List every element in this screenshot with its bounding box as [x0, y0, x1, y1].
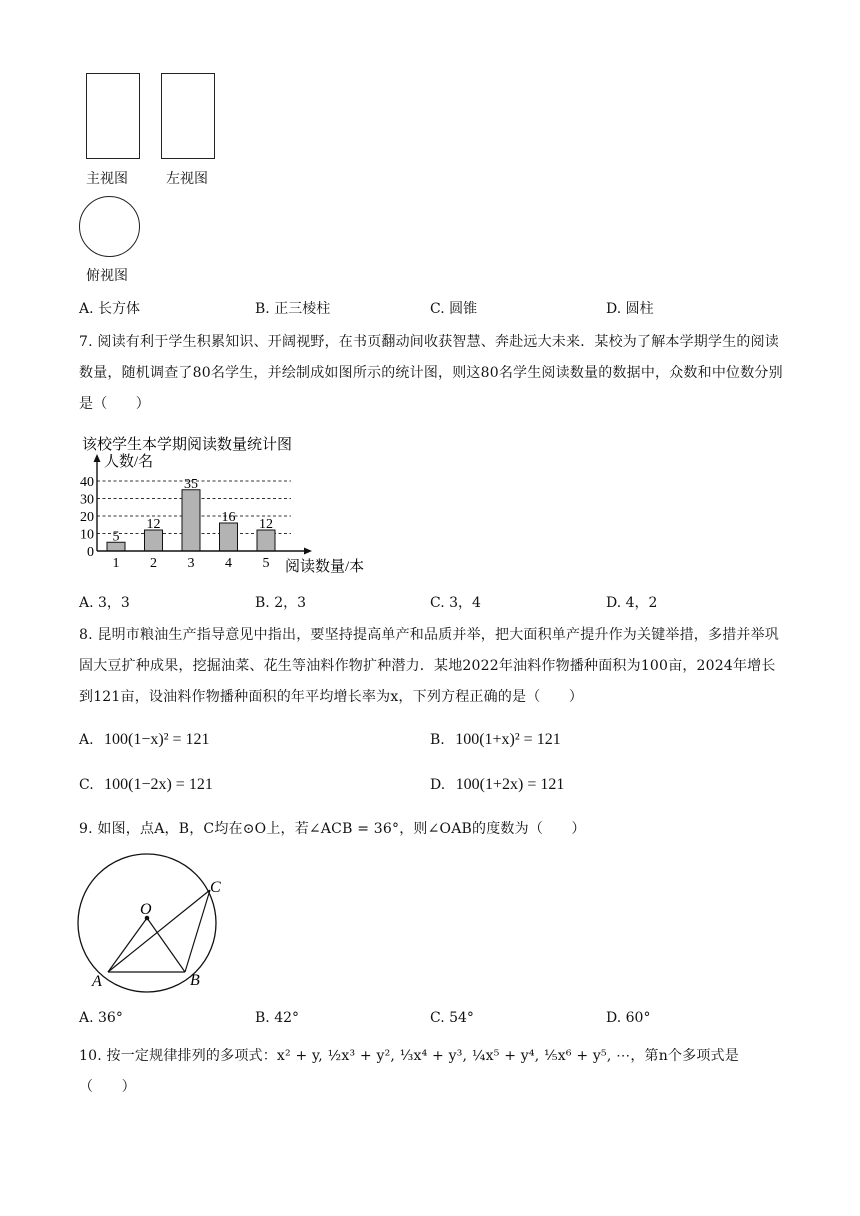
label-o: O	[140, 901, 152, 918]
x-tick-label: 3	[187, 556, 195, 571]
front-view-rect	[86, 73, 140, 159]
y-axis-label: 人数/名	[104, 454, 154, 470]
x-axis-arrow	[304, 548, 312, 555]
q6-option-d[interactable]: D. 圆柱	[606, 301, 654, 317]
q8-option-d[interactable]	[430, 776, 564, 794]
q8-option-c-equation: 100(1−2x) = 121	[104, 776, 213, 793]
bar-value-label: 5	[112, 529, 120, 545]
bar-value-label: 12	[259, 517, 273, 532]
bar-value-label: 35	[184, 476, 198, 492]
bar-2	[145, 530, 163, 551]
bar-value-label: 16	[221, 510, 236, 525]
q6-option-a[interactable]: A. 长方体	[79, 301, 141, 317]
y-tick-label: 40	[80, 475, 94, 490]
left-view-rect	[161, 73, 215, 159]
q9-text: 9. 如图，点A，B，C均在⊙O上，若∠ACB = 36°，则∠OAB的度数为（ ）	[79, 821, 586, 837]
q6-option-b[interactable]: B. 正三棱柱	[255, 301, 331, 317]
x-tick-label: 1	[112, 556, 120, 571]
y-ticks	[80, 475, 94, 560]
y-tick-label: 30	[80, 492, 94, 508]
chart-title: 该校学生本学期阅读数量统计图	[82, 437, 293, 453]
top-view-circle	[79, 196, 140, 257]
circle-diagram	[72, 848, 232, 994]
x-tick-label: 5	[262, 556, 270, 571]
bar-value-label: 12	[146, 517, 161, 532]
q9-option-c[interactable]: C. 54°	[430, 1010, 474, 1026]
label-c: C	[210, 879, 221, 896]
top-view-label: 俯视图	[86, 268, 128, 284]
q10-text: 10. 按一定规律排列的多项式：x² + y, ½x³ + y², ⅓x⁴ + y³, ¼x⁵ + y⁴, ⅕x⁶ + y⁵, ⋯，第n个多项式是（ ）	[79, 1048, 739, 1095]
q7-option-b[interactable]: B. 2，3	[255, 595, 307, 611]
y-tick-label: 0	[87, 545, 94, 560]
q8-option-b[interactable]	[430, 731, 561, 749]
q8-text: 8. 昆明市粮油生产指导意见中指出，要坚持提高单产和品质并举，把大面积单产提升作为关键举措，多措并举巩固大豆扩种成果，挖掘油菜、花生等油料作物扩种潜力．某地2022年油料作物播种面积为100亩，2024年增长到121亩，设油料作物播种面积的年平均增长率为x，下列方程正确的是（ ）	[79, 627, 780, 705]
segment-bc	[185, 890, 210, 972]
q9-option-a[interactable]: A. 36°	[79, 1010, 123, 1026]
bars	[107, 477, 275, 551]
left-view-label: 左视图	[166, 171, 208, 187]
bar-5	[257, 530, 275, 551]
bar-4	[220, 523, 238, 551]
q8-option-d-equation: 100(1+2x) = 121	[455, 776, 565, 793]
q8-option-c[interactable]	[79, 776, 213, 794]
q8-option-d-label: D.	[430, 777, 446, 793]
x-tick-label: 2	[150, 556, 157, 571]
q8-option-a[interactable]	[79, 731, 210, 749]
q7-option-c[interactable]: C. 3，4	[430, 595, 481, 611]
q7-text: 7. 阅读有利于学生积累知识、开阔视野，在书页翻动间收获智慧、奔赴远大未来．某校为了解本学期学生的阅读数量，随机调查了80名学生，并绘制成如图所示的统计图，则这80名学生阅读数量的数据中，众数和中位数分别是（ ）	[79, 334, 783, 412]
q6-option-c[interactable]: C. 圆锥	[430, 301, 478, 317]
q7-option-d[interactable]: D. 4，2	[606, 595, 658, 611]
q9-option-d[interactable]: D. 60°	[606, 1010, 651, 1026]
bar-chart	[75, 428, 395, 580]
q8-option-b-equation: 100(1+x)² = 121	[455, 731, 561, 748]
y-tick-label: 20	[80, 510, 94, 525]
q9-option-b[interactable]: B. 42°	[255, 1010, 300, 1026]
segment-ac	[108, 890, 210, 972]
q8-option-a-label: A.	[79, 732, 94, 748]
y-axis-arrow	[94, 454, 101, 462]
label-b: B	[190, 972, 200, 989]
x-tick-label: 4	[225, 556, 232, 571]
label-a: A	[92, 973, 102, 990]
q8-option-c-label: C.	[79, 777, 94, 793]
x-axis-label: 阅读数量/本	[285, 559, 365, 575]
x-ticks	[113, 556, 270, 571]
y-tick-label: 10	[80, 527, 94, 543]
q8-option-a-equation: 100(1−x)² = 121	[104, 731, 210, 748]
q7-option-a[interactable]: A. 3，3	[79, 595, 130, 611]
bar-3	[182, 490, 200, 551]
q8-option-b-label: B.	[430, 732, 445, 748]
front-view-label: 主视图	[86, 171, 128, 187]
